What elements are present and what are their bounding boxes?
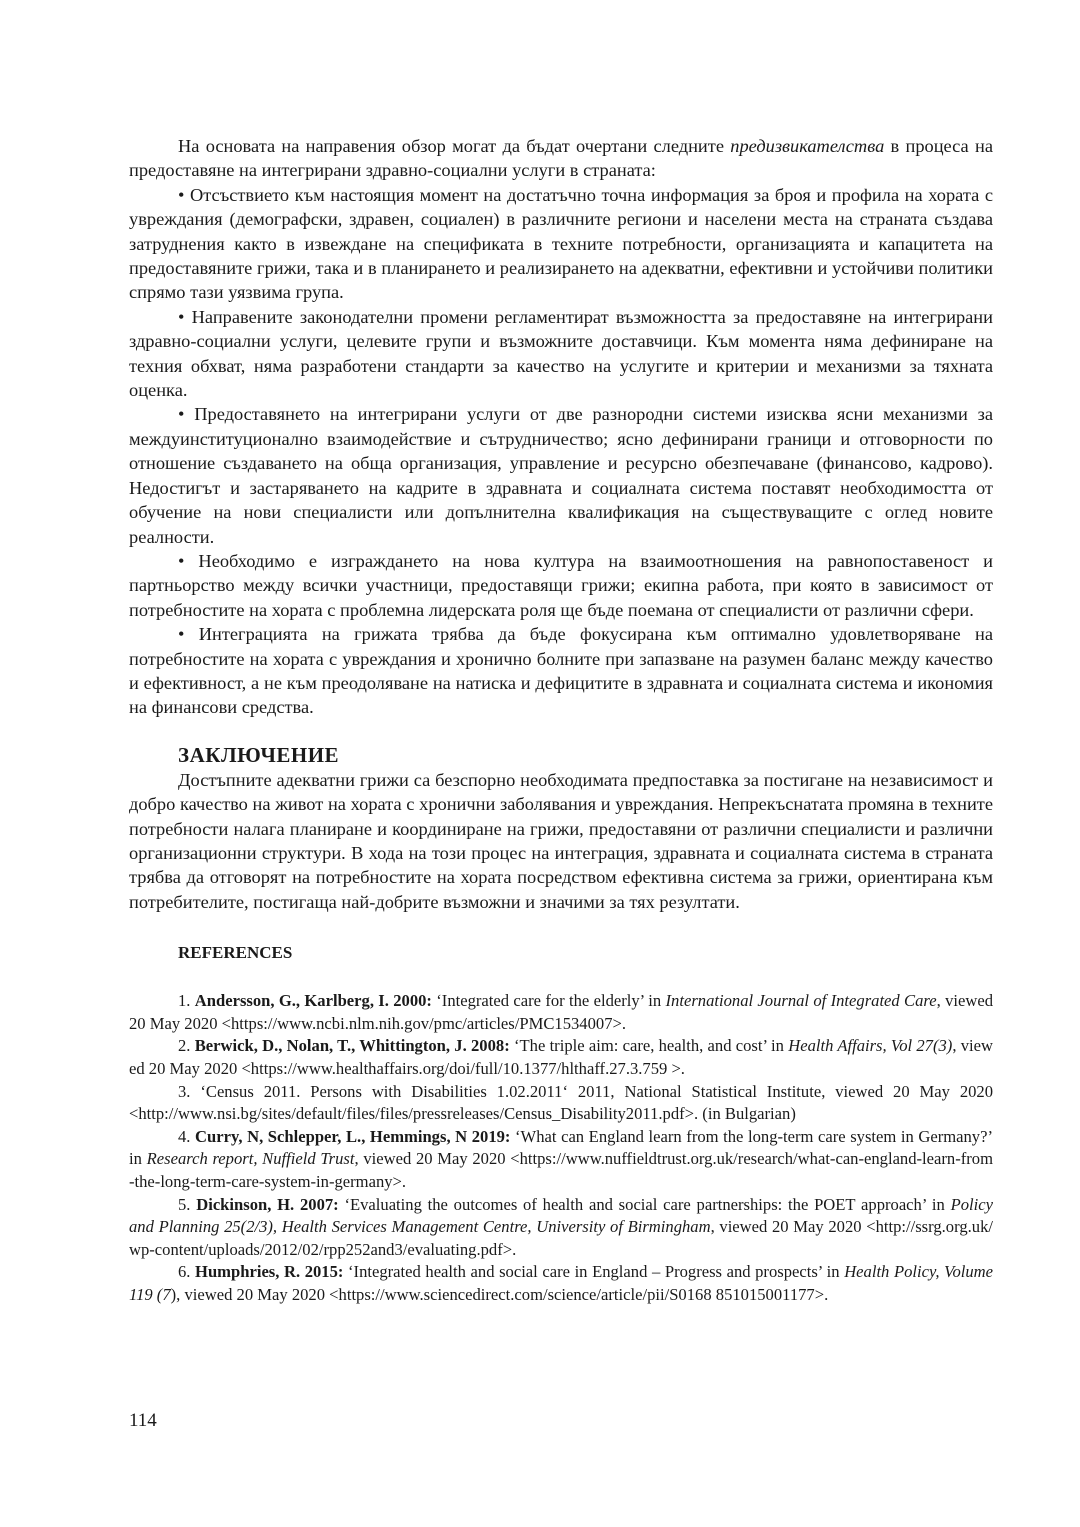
reference-item bbox=[129, 1261, 993, 1306]
reference-details: , viewed 20 May 2020 <https://www.healthaffairs.org/doi/full/10.1377/hlthaff.27.3.759 >. bbox=[129, 1036, 993, 1078]
reference-source: Policy and Planning 25(2/3), Health Services Management Centre, University of Birmingham bbox=[129, 1194, 993, 1237]
intro-text: На основата на направения обзор могат да бъдат очертани следните bbox=[178, 136, 731, 156]
page-content bbox=[129, 134, 993, 1307]
reference-number: 2. bbox=[178, 1036, 195, 1056]
reference-number: 4. bbox=[178, 1126, 196, 1146]
reference-item bbox=[129, 1081, 993, 1126]
bullet-paragraph: • Отсъствието към настоящия момент на достатъчно точна информация за броя и профила на хората с увреждания (демографски, здравен, социален) в различните региони и населени места на страната създава затруднения както в извеждане на спецификата в техните потребности, организацията и капацитета на предоставяните грижи, така и в планирането и реализирането на адекватни, ефективни и устойчиви политики спрямо тази уязвима група. bbox=[129, 184, 993, 303]
reference-number: 6. bbox=[178, 1262, 196, 1282]
reference-item bbox=[129, 1126, 993, 1194]
reference-details: ), viewed 20 May 2020 <https://www.sciencedirect.com/science/article/pii/S0168 851015001177>. bbox=[170, 1284, 829, 1304]
reference-number: 3. bbox=[178, 1081, 201, 1101]
reference-number: 5. bbox=[178, 1194, 197, 1214]
reference-author: Dickinson, H. 2007: bbox=[196, 1194, 339, 1214]
reference-title: ‘Integrated care for the elderly’ in bbox=[431, 991, 666, 1011]
reference-author: Humphries, R. 2015: bbox=[195, 1262, 344, 1282]
reference-details: , viewed 20 May 2020 <http://ssrg.org.uk/wp-content/uploads/2012/02/rpp252and3/evaluating.pdf>. bbox=[129, 1217, 993, 1259]
intro-paragraph bbox=[129, 134, 993, 183]
reference-title: ‘Evaluating the outcomes of health and social care partnerships: the POET approach’ in bbox=[338, 1194, 951, 1214]
reference-item bbox=[129, 1194, 993, 1262]
references-list bbox=[129, 990, 993, 1306]
body-section bbox=[129, 134, 993, 720]
reference-author: Andersson, G., Karlberg, I. 2000: bbox=[194, 991, 432, 1011]
intro-text-end: в процеса на предоставяне на интегрирани здравно-социални услуги в страната: bbox=[129, 136, 993, 181]
reference-title: ‘The triple aim: care, health, and cost’ in bbox=[509, 1036, 789, 1056]
intro-emphasis: предизвикателства bbox=[730, 136, 885, 156]
reference-source: International Journal of Integrated Care bbox=[665, 991, 937, 1011]
page-number: 114 bbox=[129, 1410, 157, 1431]
bullet-paragraph: • Необходимо е изграждането на нова култура на взаимоотношения на равнопоставеност и партньорство между всички участници, предоставящи грижи; екипна работа, при която в зависимост от потребностите на хората с проблемна лидерската роля ще бъде поемана от специалисти от различни сфери. bbox=[129, 550, 993, 620]
bullet-paragraph: • Интеграцията на грижата трябва да бъде фокусирана към оптимално удовлетворяване на потребностите на хората с увреждания и хронично болните при запазване на разумен баланс между качество и ефективност, а не към преодоляване на натиска и дефицитите в здравната и социалната система и икономия на финансови средства. bbox=[129, 624, 993, 718]
reference-details: , viewed 20 May 2020 <https://www.nuffieldtrust.org.uk/research/what-can-england-learn-from-the-long-term-care-system-in-germany>. bbox=[129, 1149, 994, 1191]
reference-source: Research report, Nuffield Trust bbox=[146, 1149, 355, 1169]
reference-title: ‘What can England learn from the long-term care system in Germany?’ in bbox=[129, 1126, 993, 1169]
reference-item bbox=[129, 1035, 993, 1080]
reference-details: , viewed 20 May 2020 <https://www.ncbi.nlm.nih.gov/pmc/articles/PMC1534007>. bbox=[129, 991, 994, 1033]
conclusion-paragraph: Достъпните адекватни грижи са безспорно необходимата предпоставка за постигане на независимост и добро качество на живот на хората с хронични заболявания и увреждания. Непрекъснатата промяна в техните потребности налага планиране и координиране на грижи, предоставяни от различни специалисти и различни организационни структури. В хода на този процес на интеграция, здравната и социалната система в страната трябва да отговорят на потребностите на хората посредством ефективна система за грижи, ориентирана към потребителите, постигаща най-добрите възможни и значими за тях резултати. bbox=[129, 769, 993, 912]
bullet-paragraph: • Предоставянето на интегрирани услуги от две разнородни системи изисква ясни механизми за междуинституционално взаимодействие и сътрудничество; ясно дефинирани граници и отговорности по отношение създаването на обща организация, управление и ресурсно обезпечаване (финансово, кадрово). Недостигът и застаряването на кадрите в здравната и социалната система поставят необходимостта от обучение на нови специалисти или допълнителна квалификация на съществуващите с оглед новите реалности. bbox=[129, 404, 993, 547]
reference-title: ‘Integrated health and social care in England – Progress and prospects’ in bbox=[343, 1262, 845, 1282]
bullet-paragraph: • Направените законодателни промени регламентират възможността за предоставяне на интегрирани здравно-социални услуги, целевите групи и възможните доставчици. Към момента няма дефиниране на техния обхват, няма разработени стандарти за качество на услугите и критерии и механизми за тяхната оценка. bbox=[129, 306, 993, 401]
conclusion-section bbox=[129, 768, 993, 914]
reference-source: Health Policy, Volume 119 (7 bbox=[129, 1262, 993, 1304]
reference-author: Berwick, D., Nolan, T., Whittington, J. 2008: bbox=[194, 1036, 510, 1056]
reference-author: Curry, N, Schlepper, L., Hemmings, N 2019: bbox=[195, 1126, 511, 1146]
reference-title: ‘Census 2011. Persons with Disabilities 1.02.2011‘ 2011, National Statistical Institute, viewed 20 May 2020 <http://www.nsi.bg/sites/default/files/files/pressreleases/Census_Disability2011.pdf>. (in Bulgarian) bbox=[129, 1081, 994, 1124]
conclusion-heading: ЗАКЛЮЧЕНИЕ bbox=[178, 742, 340, 767]
reference-source: Health Affairs, Vol 27(3) bbox=[788, 1036, 953, 1056]
references-heading: REFERENCES bbox=[178, 943, 293, 963]
reference-item bbox=[129, 990, 993, 1035]
reference-number: 1. bbox=[178, 991, 195, 1011]
